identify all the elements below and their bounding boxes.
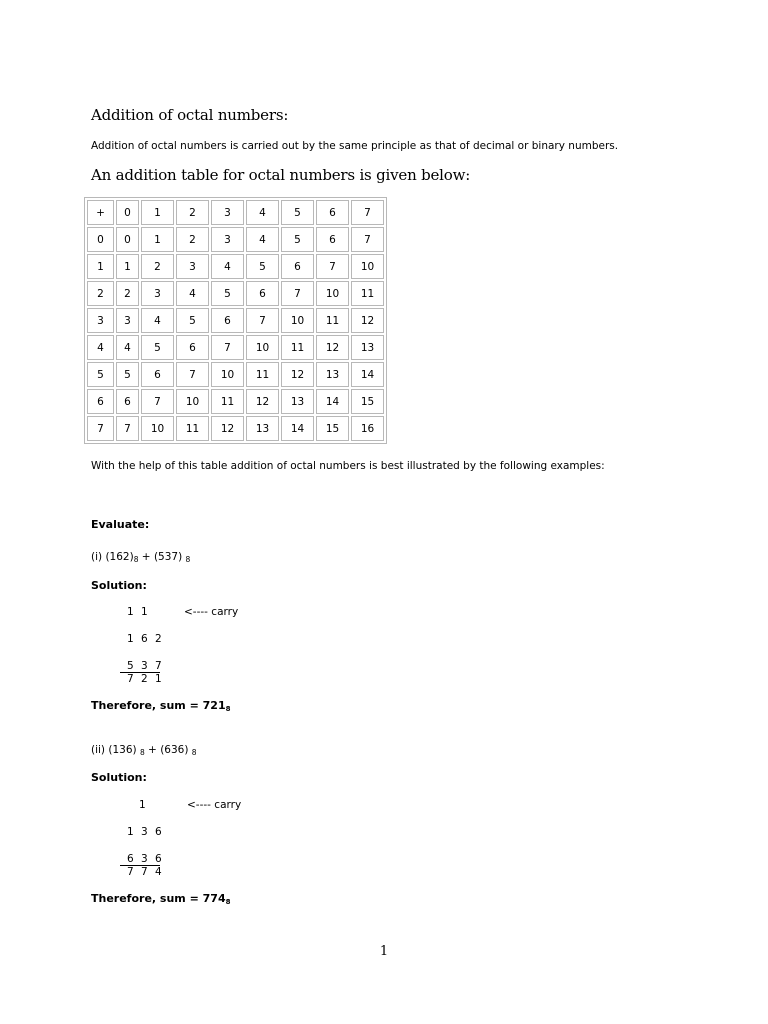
table-cell: 16 <box>351 416 384 441</box>
table-cell: 10 <box>176 389 209 414</box>
table-cell: 4 <box>246 227 279 252</box>
table-cell: 3 <box>141 281 174 306</box>
table-cell: 11 <box>211 389 244 414</box>
example-1-carry: 1 1 <box>127 606 150 618</box>
table-cell: 6 <box>246 281 279 306</box>
table-cell: 4 <box>211 254 244 279</box>
example-1-carry-note: <---- carry <box>184 606 239 618</box>
table-cell: 0 <box>87 227 114 252</box>
table-cell: 1 <box>116 254 139 279</box>
table-cell: 4 <box>87 335 114 360</box>
table-cell: 10 <box>316 281 349 306</box>
table-cell: 5 <box>246 254 279 279</box>
table-cell: 2 <box>116 281 139 306</box>
table-cell: 10 <box>246 335 279 360</box>
table-cell: 15 <box>316 416 349 441</box>
table-cell: 1 <box>141 227 174 252</box>
example-2-addend-2: 6 3 6 <box>127 853 164 865</box>
table-cell: 7 <box>141 389 174 414</box>
table-cell: 3 <box>176 254 209 279</box>
table-row <box>87 281 384 306</box>
table-header-cell: 1 <box>141 200 174 225</box>
table-cell: 11 <box>176 416 209 441</box>
table-cell: 7 <box>351 227 384 252</box>
table-cell: 5 <box>87 362 114 387</box>
intro-paragraph: Addition of octal numbers is carried out by the same principle as that of decimal or binary numbers. <box>91 140 619 152</box>
table-cell: 12 <box>351 308 384 333</box>
table-cell: 10 <box>141 416 174 441</box>
table-cell: 2 <box>176 227 209 252</box>
table-cell: 11 <box>281 335 314 360</box>
table-cell: 5 <box>281 227 314 252</box>
table-cell: 6 <box>87 389 114 414</box>
table-cell: 7 <box>87 416 114 441</box>
table-cell: 13 <box>316 362 349 387</box>
example-2-solution-label: Solution: <box>91 771 147 784</box>
table-cell: 3 <box>211 227 244 252</box>
example-2-addend-1: 1 3 6 <box>127 826 164 838</box>
table-cell: 12 <box>211 416 244 441</box>
example-2-problem: (ii) (136) $_8$ + (636) $_8$ <box>91 744 197 757</box>
example-1-addend-1: 1 6 2 <box>127 633 164 645</box>
table-row <box>87 308 384 333</box>
example-1-addend-2: 5 3 7 <box>127 660 164 672</box>
table-cell: 15 <box>351 389 384 414</box>
table-cell: 13 <box>351 335 384 360</box>
example-1-therefore: Therefore, sum = 7218 <box>91 699 231 713</box>
table-cell: 0 <box>116 227 139 252</box>
table-cell: 2 <box>87 281 114 306</box>
example-2-therefore: Therefore, sum = 7748 <box>91 892 231 906</box>
table-row <box>87 335 384 360</box>
table-header-cell: 4 <box>246 200 279 225</box>
table-row <box>87 389 384 414</box>
table-cell: 7 <box>246 308 279 333</box>
table-cell: 4 <box>141 308 174 333</box>
table-row <box>87 416 384 441</box>
table-cell: 7 <box>176 362 209 387</box>
example-1-problem: (i) $(162)_8 + (537)$ $_8$ <box>91 551 191 564</box>
table-cell: 7 <box>116 416 139 441</box>
table-cell: 6 <box>316 227 349 252</box>
table-header-row <box>87 200 384 225</box>
table-cell: 10 <box>211 362 244 387</box>
table-cell: 7 <box>281 281 314 306</box>
table-cell: 5 <box>116 362 139 387</box>
table-cell: 14 <box>316 389 349 414</box>
table-cell: 11 <box>351 281 384 306</box>
table-cell: 4 <box>176 281 209 306</box>
example-2-result: 7 7 4 <box>127 866 164 878</box>
table-cell: 6 <box>211 308 244 333</box>
table-cell: 6 <box>116 389 139 414</box>
table-header-cell: 7 <box>351 200 384 225</box>
heading-addition-table: An addition table for octal numbers is given below: <box>91 166 471 184</box>
table-cell: 1 <box>87 254 114 279</box>
table-row <box>87 254 384 279</box>
table-cell: 7 <box>316 254 349 279</box>
table-cell: 6 <box>176 335 209 360</box>
table-cell: 14 <box>281 416 314 441</box>
table-cell: 13 <box>246 416 279 441</box>
table-cell: 3 <box>87 308 114 333</box>
help-paragraph: With the help of this table addition of octal numbers is best illustrated by the following examples: <box>91 460 605 472</box>
table-cell: 3 <box>116 308 139 333</box>
table-header-cell: 5 <box>281 200 314 225</box>
table-cell: 12 <box>246 389 279 414</box>
heading-addition-octal: Addition of octal numbers: <box>91 106 289 124</box>
table-cell: 7 <box>211 335 244 360</box>
example-2-carry-note: <---- carry <box>187 799 242 811</box>
example-1-solution-label: Solution: <box>91 579 147 592</box>
table-cell: 5 <box>176 308 209 333</box>
table-cell: 12 <box>316 335 349 360</box>
table-header-cell: 6 <box>316 200 349 225</box>
table-cell: 5 <box>141 335 174 360</box>
table-cell: 13 <box>281 389 314 414</box>
evaluate-label: Evaluate: <box>91 518 150 531</box>
table-header-cell: 3 <box>211 200 244 225</box>
table-row <box>87 362 384 387</box>
table-cell: 10 <box>351 254 384 279</box>
table-cell: 11 <box>246 362 279 387</box>
table-cell: 2 <box>141 254 174 279</box>
octal-addition-table <box>84 197 387 444</box>
table-cell: 10 <box>281 308 314 333</box>
page-number: 1 <box>379 944 389 959</box>
table-cell: 12 <box>281 362 314 387</box>
table-header-cell: 2 <box>176 200 209 225</box>
table-cell: 6 <box>281 254 314 279</box>
table-header-cell: 0 <box>116 200 139 225</box>
table-cell: 4 <box>116 335 139 360</box>
table-cell: 11 <box>316 308 349 333</box>
table-cell: 6 <box>141 362 174 387</box>
table-cell: 14 <box>351 362 384 387</box>
table-cell: 5 <box>211 281 244 306</box>
example-1-result: 7 2 1 <box>127 673 164 685</box>
table-row <box>87 227 384 252</box>
table-header-cell: + <box>87 200 114 225</box>
example-2-carry: 1 <box>139 799 148 811</box>
